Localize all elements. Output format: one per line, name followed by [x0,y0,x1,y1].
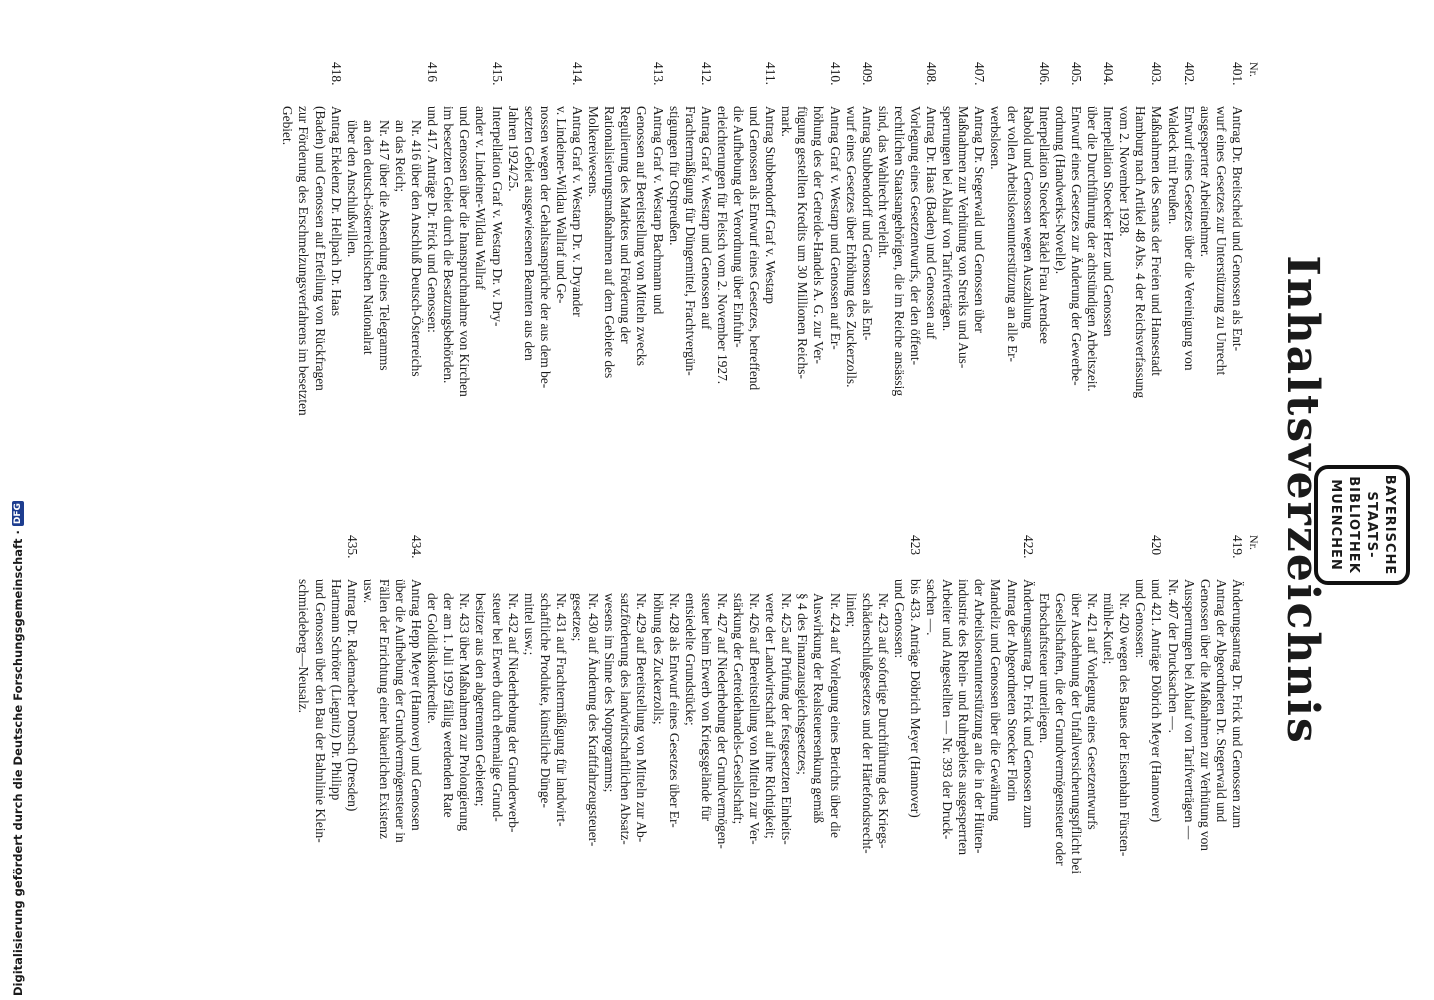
entry-line: Fällen der Errichtung einer bäuerlichen Existenz [376,579,392,839]
entry-line: Hartmann Schröter (Liegnitz) Dr. Philipp [328,579,344,801]
entry-line: Rationalisierungsmaßnahmen auf dem Gebiete des [602,106,618,379]
entry-line: Jahren 1924/25. [505,106,521,192]
sub-entry-line: entsiedelte Grundstücke; [682,593,698,726]
entry-number: 411. [763,62,779,85]
entry-text [360,579,424,945]
toc-entry [1084,62,1116,472]
entry-text [875,106,939,472]
toc-entry [440,62,504,472]
entry-number: 413. [650,62,666,86]
entry-number: 405. [1068,62,1084,86]
sub-entry-line: werte der Landwirtschaft auf ihre Richtigkeit; [763,593,779,839]
sub-entry-line: Nr. 428 als Entwurf eines Gesetzes über Er- [666,593,682,828]
sub-entry-line: gesetzes; [570,593,586,642]
entry-line: schmiedeberg—Neusalz. [296,579,312,713]
entry-text [1164,106,1196,472]
entry-text [505,106,585,472]
entry-line: Aussperrungen bei Ablauf von Tarifverträgen — [1181,579,1197,840]
entry-line: ordnung (Handwerks-Novelle). [1052,106,1068,275]
entry-line: Antrag Dr. Breitscheid und Genossen als Ent- [1229,106,1245,352]
entry-line: Nr. 407 der Drucksachen —. [1165,579,1181,733]
entry-line: und Genossen über die Inanspruchnahme von Kirchen [457,106,473,397]
entry-line: ander v. Lindeiner-Wildau Wallraf [473,106,489,290]
entry-line: Antrag Dr. Rademacher Domsch (Dresden) [344,579,360,812]
entry-line: im besetzten Gebiet durch die Besatzungsbehörden. [441,106,457,384]
page-title: Inhaltsverzeichnis [1277,255,1328,745]
entry-line: wurf eines Gesetzes über Erhöhung des Zuckerzolls. [843,106,859,388]
entry-line: höhung des der Getreide-Handels A. G. zur Ver- [811,106,827,364]
sub-entry-line: an das Reich; [393,120,409,193]
toc-entry [923,535,1036,945]
entry-number: 402. [1181,62,1197,86]
toc-entry [295,535,359,945]
entry-text [279,106,343,472]
sub-entry-line: stärkung der Getreidehandels-Gesellschaft; [731,593,746,825]
toc-entry [714,62,778,472]
entry-line: Antrag Graf v. Westarp und Genossen auf [698,106,714,330]
entry-number: 414. [570,62,586,86]
entry-number: 419. [1229,535,1245,559]
toc-entry [843,62,875,472]
entry-line: der Arbeitslosenunterstützung an die in der Hütten- [972,579,988,854]
entry-text [1197,106,1245,472]
entry-number: 423 [908,535,924,556]
entry-number: 403. [1149,62,1165,86]
entry-line: Änderungsantrag Dr. Frick und Genossen zum [1020,579,1036,829]
entry-line: Antrag Graf v. Westarp Bachmann und [650,106,666,315]
scanned-page [150,0,1410,1000]
sub-entry-line: Nr. 416 über den Anschluß Deutsch-Österreichs [409,120,425,377]
sub-entry-line: besitzer aus den abgetrennten Gebieten; [473,593,489,807]
toc-entry [1132,535,1164,945]
entry-text [440,106,504,472]
toc-entry [424,62,440,472]
sub-entry-line: schaftliche Produkte, künstliche Dünge- [537,593,553,808]
entry-line: Antrag Graf v. Westarp und Genossen auf Er- [827,106,843,350]
entry-text [843,106,875,472]
entry-line: Antrag Hepp Meyer (Hannover) und Genossen [409,579,425,831]
sub-entry-line: Nr. 421 auf Vorlegung eines Gesetzentwurfs [1085,593,1101,830]
sub-entry-line: Nr. 433 über Maßnahmen zur Prolongierung [457,593,473,832]
sub-entry-line: Auswirkung der Realsteuersenkung gemäß [811,593,827,824]
entry-line: Gebiet. [280,106,296,146]
entry-line: stigungen für Ostpreußen. [666,106,682,246]
entry-line: Antrag Stubbendorff und Genossen als Ent- [859,106,875,341]
entry-line: und 421. Anträge Döbrich Meyer (Hannover) [1149,579,1165,823]
entry-line: und Genossen als Entwurf eines Gesetzes, betreffend [747,106,763,391]
entry-number: 410. [827,62,843,86]
toc-entry [279,62,343,472]
footer-credit: Digitalisierung gefördert durch die Deutsche Forschungsgemeinschaft · DFG [11,503,25,996]
entry-line: Regulierung des Marktes und Förderung der [618,106,634,344]
sub-entry-line: mittel usw.; [521,593,537,656]
toc-entry [875,62,939,472]
toc-entry [939,62,987,472]
sub-entry-line: § 4 des Finanzausgleichsgesetzes; [795,593,811,775]
entry-text [987,106,1051,472]
entry-line: Antrag Graf v. Westarp Dr. v. Dryander [570,106,586,317]
toc-entry [1197,62,1245,472]
sub-entry-line: Erbschaftsteuer unterliegen. [1036,593,1052,744]
sub-entry-line: Nr. 424 auf Vorlegung eines Berichts über die [827,593,843,838]
sub-entry-line: satzförderung des landwirtschaftlichen Absatz- [618,593,634,845]
entry-line: wurf eines Gesetzes zur Unterstützung zu Unrecht [1213,106,1229,376]
entry-line: Antrag der Abgeordneten Dr. Stegerwald und [1213,579,1229,823]
sub-entry-line: Nr. 423 auf sofortige Durchführung des Kriegs- [875,593,891,849]
entry-line: sperrungen bei Ablauf von Tarifverträgen. [940,106,956,332]
entry-text [1132,579,1164,945]
entry-line: Antrag der Abgeordneten Stoecker Florin [1004,579,1020,802]
sub-entry-line: über den Anschlußwillen. [344,120,360,258]
toc-entry [778,62,842,472]
sub-entry-line: der am 1. Juli 1929 fällig werdenden Rate [441,593,457,818]
entry-number: 420 [1149,535,1165,556]
entry-line: Änderungsantrag Dr. Frick und Genossen zum [1229,579,1245,829]
sub-entry-line: steuer bei Erwerb durch ehemalige Grund- [489,593,505,822]
sub-entry-line: Nr. 426 auf Bereitstellung von Mitteln zur Ver- [747,593,763,845]
entry-line: über die Durchführung der achtstündigen Arbeitszeit. [1085,106,1101,392]
entry-number: 435. [344,535,360,559]
entry-line: nossen wegen der Gehaltsansprüche der aus dem be- [537,106,553,389]
entry-number: 434. [409,535,425,559]
entry-text [923,579,1036,945]
entry-number: 408. [924,62,940,86]
stamp-line: MUENCHEN [1328,479,1343,571]
toc-entry [1052,62,1084,472]
entry-number: 409. [859,62,875,86]
toc-entry [1116,62,1164,472]
sub-entry-line: steuer beim Erwerb von Kriegsgelände für [698,593,714,821]
sub-entry-line: linien; [843,593,859,628]
entry-line: Entwurf eines Gesetzes zur Änderung der Gewerbe- [1068,106,1084,386]
entry-line: Rabold und Genossen wegen Auszahlung [1020,106,1036,329]
entry-line: der vollen Arbeitslosenunterstützung an alle Er- [1004,106,1020,362]
dfg-logo: DFG [13,503,23,525]
sub-entry-line: Nr. 427 auf Niederhebung der Grundvermögen- [714,593,730,849]
entry-line: Hamburg nach Artikel 48 Abs. 4 der Reichsverfassung [1133,106,1149,399]
entry-line: und 417. Anträge Dr. Frick und Genossen: [425,106,441,333]
entry-line: v. Lindeiner-Wildau Wallraf und Ge- [553,106,569,304]
sub-entry-line: an den deutsch-österreichischen Nationalrat [360,120,376,355]
toc-entry [1164,62,1196,472]
toc-entry [585,62,665,472]
sub-entry-line: über Ausdehnung der Unfallversicherungspflicht bei [1068,593,1084,875]
entry-number: 406. [1036,62,1052,86]
sub-entry-line: Nr. 432 auf Niederhebung der Grunderwerb- [505,593,521,833]
sub-entry-line: mühle-Kutel; [1101,593,1117,665]
entry-line: Genossen über die Maßnahmen zur Verhütung von [1197,579,1213,851]
entry-line: Frachtermäßigung für Düngemittel, Frachtvergün- [682,106,698,376]
entry-line: sind, das Wahlrecht verleiht. [875,106,891,259]
sub-entry-line: Gesellschaften, die der Grundvermögensteuer oder [1052,593,1068,866]
toc-entry [987,62,1051,472]
entry-number: 412. [698,62,714,86]
sub-entry-line: Nr. 429 auf Bereitstellung von Mitteln zur Ab- [634,593,650,843]
entry-line: erleichterungen für Fleisch vom 2. November 1927. [714,106,730,385]
toc-entry [666,62,714,472]
sub-entry-line: Nr. 420 wegen des Baues der Eisenbahn Fürsten- [1117,593,1133,857]
sub-entry-line: schädenschlußgesetzes und der Härtefondsrecht- [859,593,875,854]
entry-text [1084,106,1116,472]
entry-text [666,106,714,472]
entry-line: und Genossen über den Bau der Bahnlinie Klein- [312,579,328,843]
entry-number: 415. [489,62,505,86]
stamp-line: STAATS- [1364,491,1379,559]
sub-entry-line: Nr. 417 über die Absendung eines Telegramms [376,120,392,371]
sub-entry-line: höhung des Zuckerzolls; [650,593,666,725]
entry-text [778,106,842,472]
entry-line: und Genossen: [1133,579,1149,659]
stamp-line: BAYERISCHE [1382,474,1397,576]
entry-line: rechtlichen Staatsangehörigen, die im Reiche ansässig [891,106,907,397]
entry-text [714,106,778,472]
sub-entry-line: Nr. 425 auf Prüfung der festgesetzten Einheits- [779,593,795,845]
entry-text [424,106,440,472]
entry-text [585,106,665,472]
entry-line: die Aufhebung der Verordnung über Einfuhr- [731,106,746,348]
entry-text [939,106,987,472]
sub-entry-line: Nr. 430 auf Änderung des Kraftfahrzeugsteuer- [586,593,602,847]
entry-line: zur Förderung des Erschmelzungsverfahrens im besetzten [296,106,312,416]
entry-text [891,579,923,945]
entry-number: 404. [1101,62,1117,86]
entry-line: und Genossen: [891,579,907,659]
entry-number: 418. [328,62,344,86]
entry-text [1052,106,1084,472]
entry-line: bis 433. Anträge Döbrich Meyer (Hannover) [908,579,924,818]
entry-text [295,579,359,945]
entry-line: fügung gestellten Kredits um 30 Millionen Reichs- [795,106,811,379]
entry-text [1116,106,1164,472]
entry-line: Antrag Erkelenz Dr. Hellpach Dr. Haas [328,106,344,317]
entry-line: Vorlegung eines Gesetzentwurfs, der den öffent- [908,106,924,366]
entry-line: Molkereiwesens. [586,106,602,198]
entry-text [1164,579,1244,945]
entry-line: Maßnahmen des Senats der Freien und Hansestadt [1149,106,1165,376]
toc-entry [891,535,923,945]
entry-line: setzten Gebiet ausgewiesenen Beamten aus den [521,106,537,361]
entry-line: vom 2. November 1928. [1117,106,1133,237]
library-stamp [1314,465,1410,585]
toc-entry [360,535,424,945]
entry-line: Interpellation Stoecker Rädel Frau Arendsee [1036,106,1052,344]
stamp-line: BIBLIOTHEK [1346,476,1361,574]
entry-line: Entwurf eines Gesetzes über die Vereinigung von [1181,106,1197,371]
entry-line: Interpellation Graf v. Westarp Dr. v. Dry- [489,106,505,327]
entry-line: (Baden) und Genossen auf Erteilung von Rückfragen [312,106,328,391]
nr-label: Nr. [1247,535,1261,550]
entry-number: 416 [425,62,441,83]
entry-line: ausgesperrter Arbeitnehmer. [1197,106,1213,257]
entry-line: Interpellation Stoecker Herz und Genossen [1101,106,1117,337]
sub-entry-line: Nr. 431 auf Frachtermäßigung für landwirt- [553,593,569,827]
entry-line: Maßnahmen zur Verhütung von Streiks und Aus- [956,106,972,369]
right-column [295,535,1262,945]
entry-line: über die Aufhebung der Grundvermögensteuer in [393,579,409,843]
entry-line: Antrag Dr. Haas (Baden) und Genossen auf [924,106,940,340]
footer-text: Digitalisierung gefördert durch die Deutsche Forschungsgemeinschaft [11,538,25,996]
entry-line: Waldeck mit Preußen. [1165,106,1181,225]
entry-line: sachen —. [924,579,940,636]
entry-line: Antrag Stubbendorff Graf v. Westarp [763,106,779,304]
entry-line: Antrag Dr. Stegerwald und Genossen über [972,106,988,333]
entry-number: 407. [972,62,988,86]
entry-line: mark. [779,106,795,137]
entry-number: 401. [1229,62,1245,86]
entry-line: werbslosen. [988,106,1004,170]
left-column [279,62,1262,472]
sub-entry-line: wesens im Sinne des Notprogramms; [602,593,618,793]
nr-label: Nr. [1247,62,1261,77]
toc-entry [505,62,585,472]
sub-entry-line: der Goldidiskontkredite. [425,593,441,724]
entry-line: industrie des Rhein- und Ruhrgebiets ausgesperrten [956,579,972,856]
entry-number: 422. [1020,535,1036,559]
toc-entry [1164,535,1244,945]
entry-line: Arbeiter und Angestellten — Nr. 393 der Druck- [940,579,956,840]
entry-line: Mandeliz und Genossen über die Gewährung [988,579,1004,822]
entry-line: usw. [360,579,376,604]
entry-line: Genossen auf Bereitstellung von Mitteln zwecks [634,106,650,366]
